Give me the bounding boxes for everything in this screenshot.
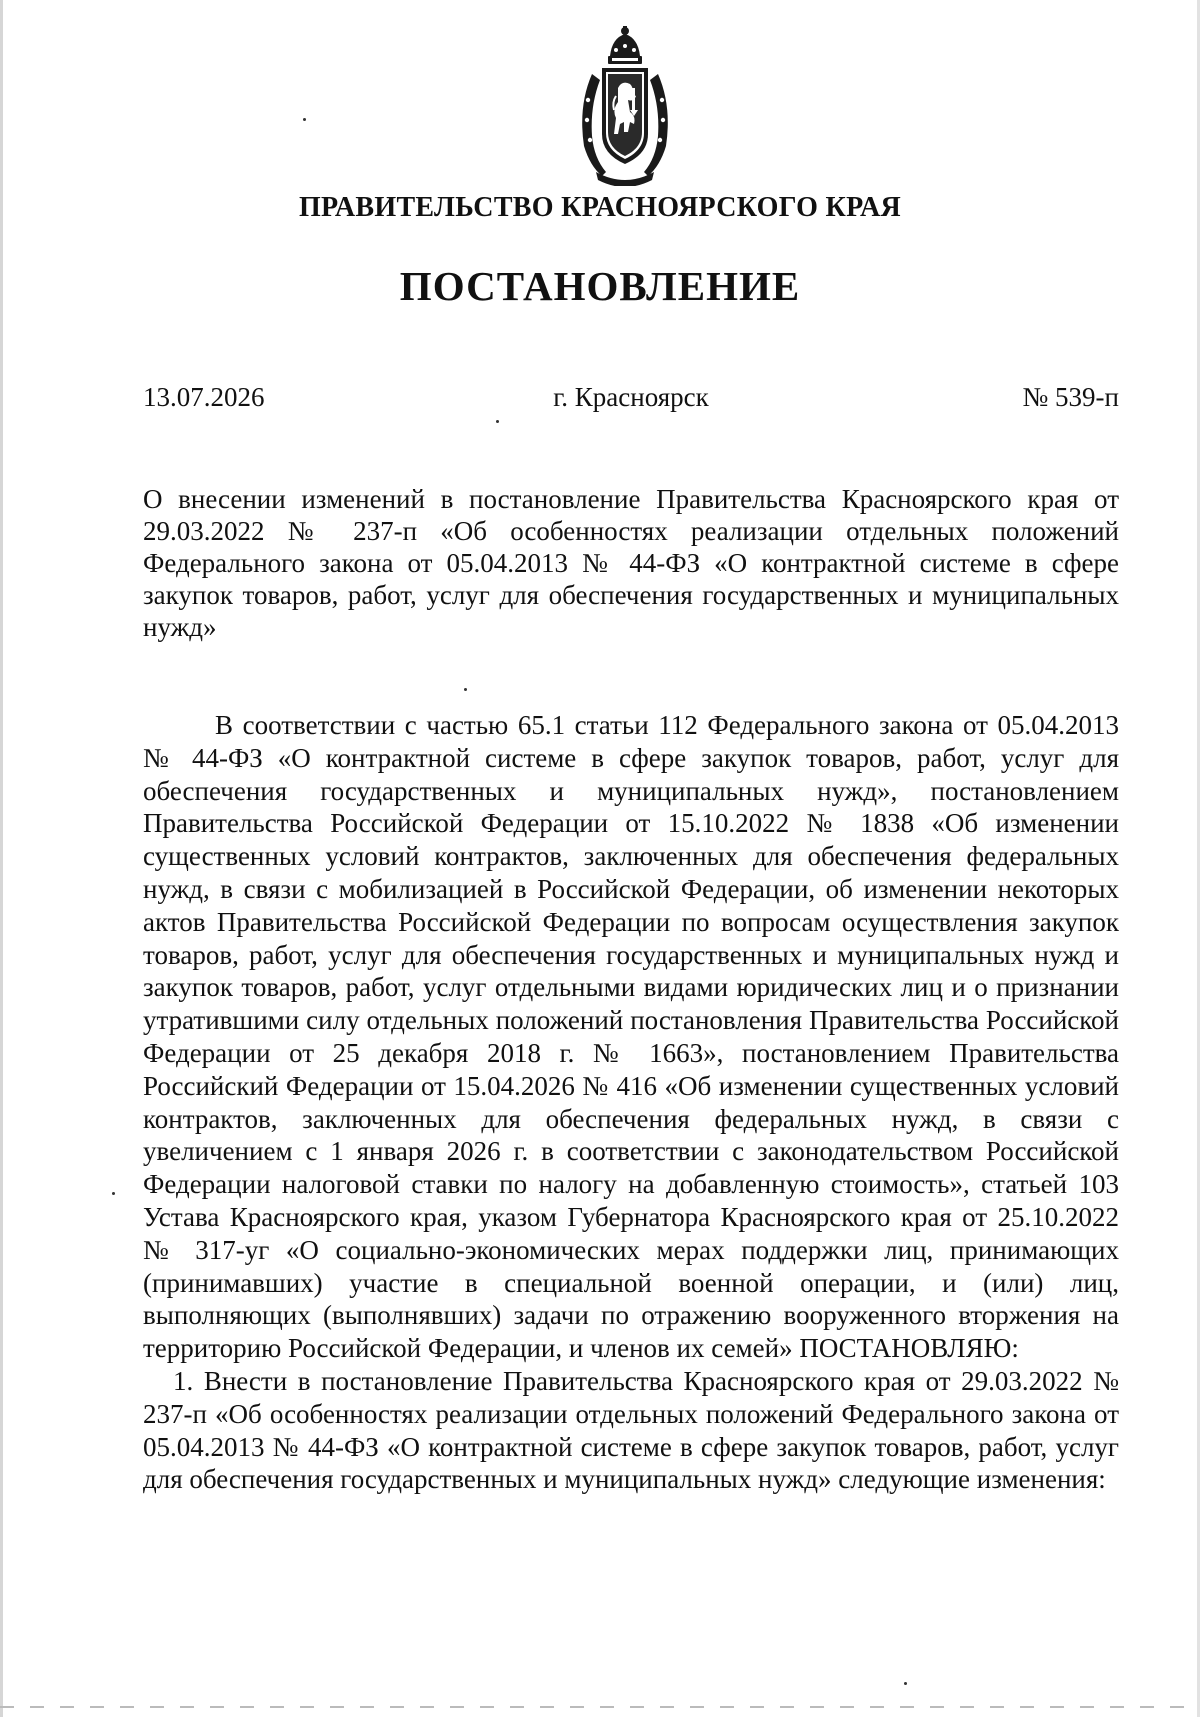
coat-of-arms-icon — [572, 26, 678, 186]
document-date: 13.07.2026 — [143, 382, 265, 412]
organization-title: ПРАВИТЕЛЬСТВО КРАСНОЯРСКОГО КРАЯ — [298, 192, 902, 223]
scan-speck — [464, 688, 467, 691]
document-number: № 539-п — [1022, 382, 1119, 412]
scan-speck — [496, 420, 499, 423]
scan-speck — [904, 1682, 907, 1685]
scan-edge-left — [0, 0, 3, 1717]
document-city: г. Красноярск — [553, 382, 709, 412]
scan-speck — [303, 118, 306, 121]
scan-speck — [112, 1192, 115, 1195]
preamble-paragraph: В соответствии с частью 65.1 статьи 112 Федерального закона от 05.04.2013 № 44-ФЗ «О контрактной системе в сфере закупок товаров, работ, услуг для обеспечения государственных и муниципальных нужд», постановлением Правительства Российской Федерации от 15.10.2022 № 1838 «Об изменении существенных условий контрактов, заключенных для обеспечения федеральных нужд, в связи с мобилизацией в Российской Федерации, об изменении некоторых актов Правительства Российской Федерации по вопросам осуществления закупок товаров, работ, услуг для обеспечения государственных и муниципальных нужд и закупок товаров, работ, услуг отдельными видами юридических лиц и о признании утратившими силу отдельных положений постановления Правительства Российской Федерации от 25 декабря 2018 г. № 1663», постановлением Правительства Российский Федерации от 15.04.2026 № 416 «Об изменении существенных условий контрактов, заключенных для обеспечения федеральных нужд, в связи с увеличением с 1 января 2026 г. в соответствии с законодательством Российской Федерации налоговой ставки по налогу на добавленную стоимость», статьей 103 Устава Красноярского края, указом Губернатора Красноярского края от 25.10.2022 № 317-уг «О социально-экономических мерах поддержки лиц, принимающих (принимавших) участие в специальной военной операции, и (или) лиц, выполняющих (выполнявших) задачи по отражению вооруженного вторжения на территорию Российской Федерации, и членов их семей» ПОСТАНОВЛЯЮ: — [143, 710, 1119, 1364]
scan-bottom-edge — [0, 1706, 1200, 1708]
document-type-heading: ПОСТАНОВЛЕНИЕ — [399, 263, 801, 309]
document-body — [143, 709, 1119, 1496]
document-meta-row — [143, 382, 1119, 416]
clause-1-paragraph: 1. Внести в постановление Правительства Красноярского края от 29.03.2022 № 237-п «Об особенностях реализации отдельных положений Федерального закона от 05.04.2013 № 44-ФЗ «О контрактной системе в сфере закупок товаров, работ, услуг для обеспечения государственных и муниципальных нужд» следующие изменения: — [143, 1365, 1119, 1495]
document-subject: О внесении изменений в постановление Правительства Красноярского края от 29.03.2022 № 237-п «Об особенностях реализации отдельных положений Федерального закона от 05.04.2013 № 44-ФЗ «О контрактной системе в сфере закупок товаров, работ, услуг для обеспечения государственных и муниципальных нужд» — [143, 484, 1119, 642]
